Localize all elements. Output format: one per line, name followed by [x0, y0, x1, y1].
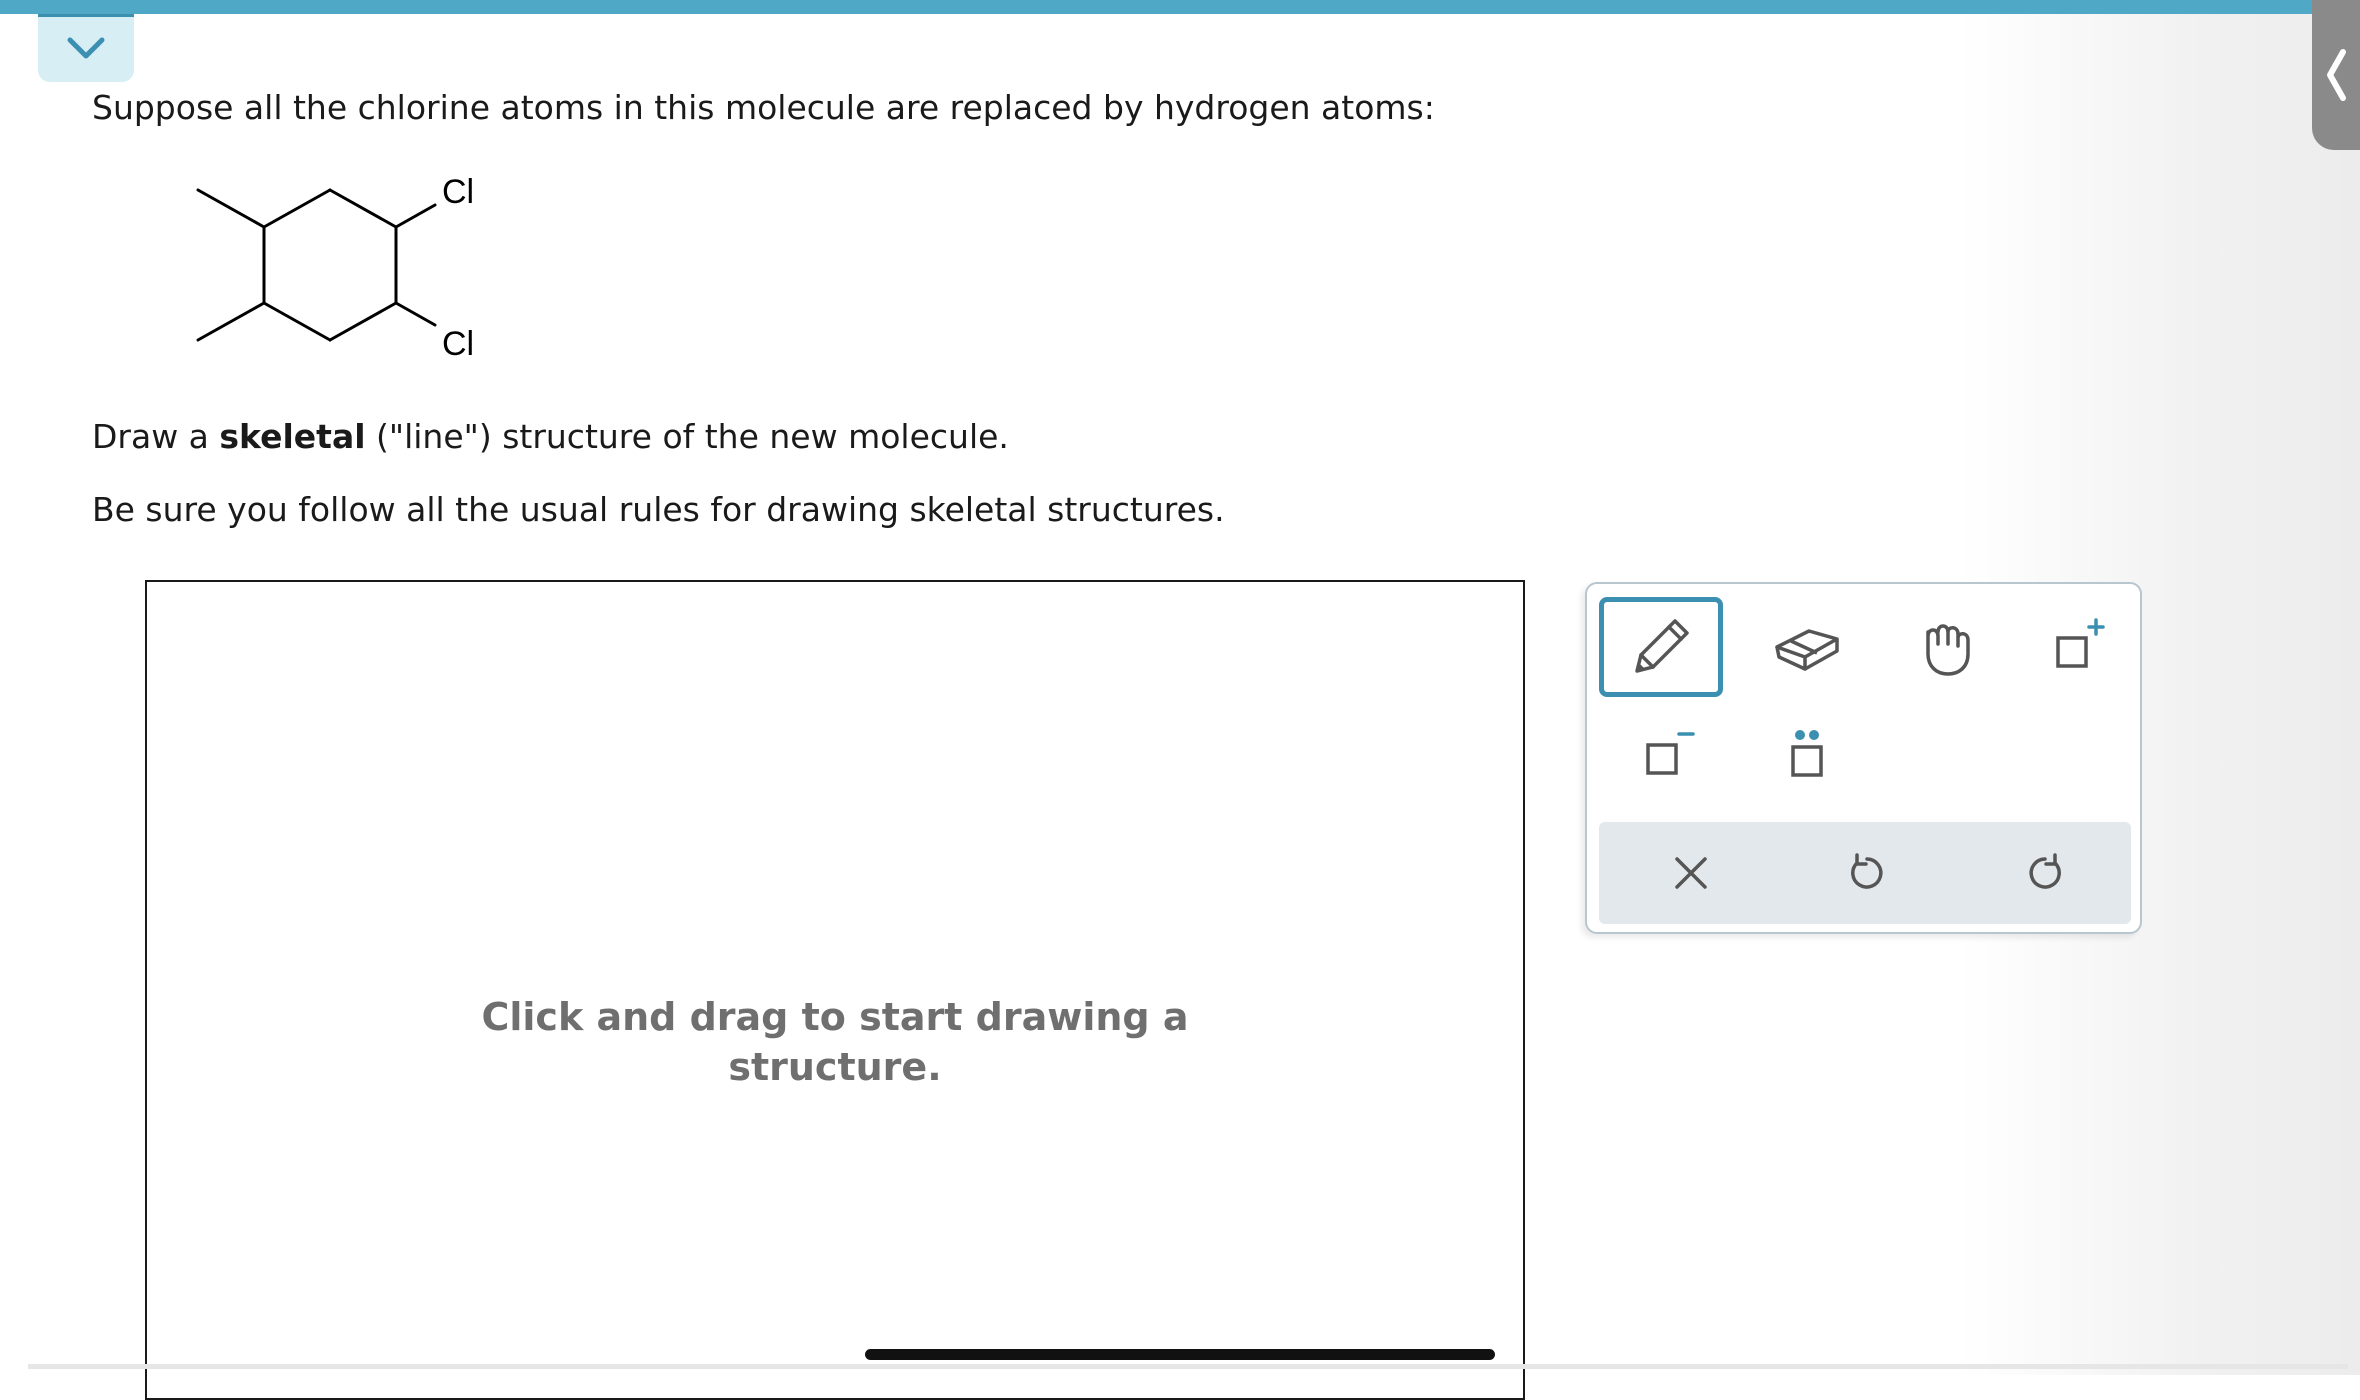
hand-icon [1914, 614, 1980, 680]
chevron-left-icon [2324, 47, 2348, 103]
undo-button[interactable] [1817, 832, 1917, 914]
undo-icon [1845, 851, 1889, 895]
top-progress-bar [0, 0, 2318, 14]
clear-icon [1671, 853, 1711, 893]
instruction-bold: skeletal [219, 417, 366, 456]
drawing-toolbar [1585, 582, 2142, 934]
pencil-tool-button[interactable] [1599, 597, 1723, 697]
chlorine-label: Cl [442, 173, 475, 211]
rules-instruction: Be sure you follow all the usual rules for drawing skeletal structures. [92, 490, 1225, 529]
collapse-button[interactable] [38, 14, 134, 82]
clear-button[interactable] [1641, 832, 1741, 914]
bottom-divider [28, 1364, 2348, 1369]
ring-bond [264, 303, 330, 340]
positive-charge-icon [2042, 612, 2112, 682]
negative-charge-icon [1632, 719, 1702, 789]
methyl-bond [198, 303, 264, 340]
chlorine-bond [396, 205, 435, 227]
instruction-suffix: ("line") structure of the new molecule. [376, 417, 1009, 456]
negative-charge-button[interactable] [1617, 704, 1717, 804]
positive-charge-button[interactable] [2027, 597, 2127, 697]
redo-button[interactable] [1995, 832, 2095, 914]
canvas-placeholder [147, 992, 1523, 1092]
lone-pair-button[interactable] [1757, 704, 1857, 804]
instruction-prefix: Draw a [92, 417, 209, 456]
home-indicator [865, 1349, 1495, 1360]
action-bar [1599, 822, 2131, 924]
molecule-structure [190, 165, 510, 375]
hand-tool-button[interactable] [1897, 597, 1997, 697]
eraser-icon [1771, 617, 1843, 677]
ring-bond [330, 190, 396, 227]
draw-instruction [92, 415, 1009, 459]
ring-bond [264, 190, 330, 227]
eraser-tool-button[interactable] [1757, 597, 1857, 697]
lone-pair-icon [1772, 719, 1842, 789]
methyl-bond [198, 190, 264, 227]
question-prompt: Suppose all the chlorine atoms in this molecule are replaced by hydrogen atoms: [92, 88, 1435, 127]
chlorine-label: Cl [442, 325, 475, 363]
drawing-canvas[interactable] [145, 580, 1525, 1400]
chlorine-bond [396, 303, 435, 325]
side-panel-toggle[interactable] [2312, 0, 2360, 150]
redo-icon [2023, 851, 2067, 895]
chevron-down-icon [66, 36, 106, 60]
placeholder-line: structure. [728, 1045, 942, 1089]
ring-bond [330, 303, 396, 340]
placeholder-line: Click and drag to start drawing a [481, 995, 1189, 1039]
pencil-icon [1625, 611, 1697, 683]
